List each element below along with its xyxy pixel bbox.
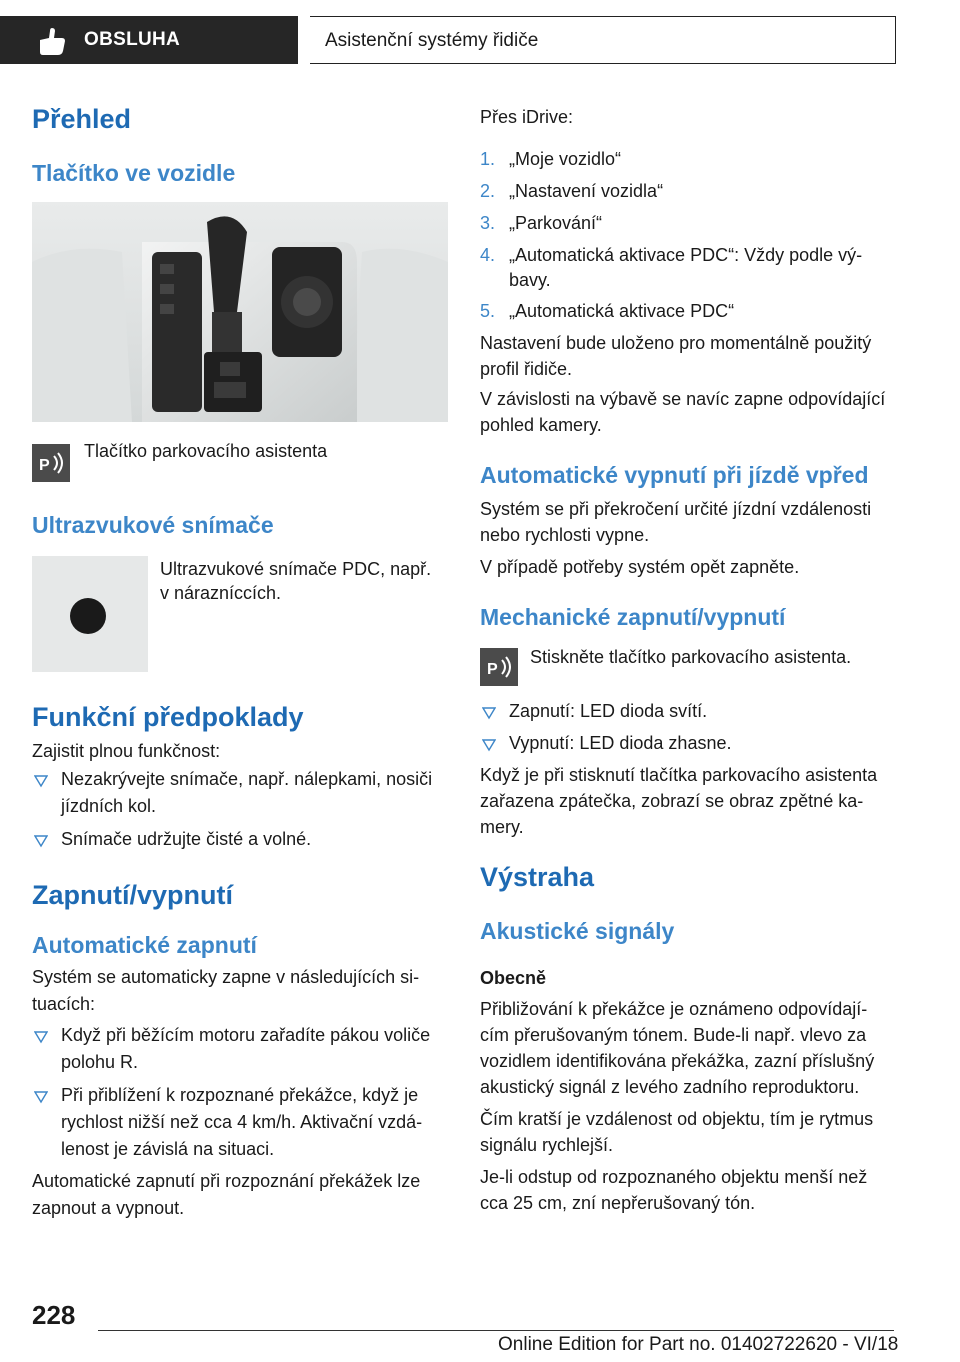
auto-bullet-1-line-1: Když při běžícím motoru zařadíte pákou voliče <box>61 1025 431 1045</box>
auto-bullet-2-line-2: rychlost nižší než cca 4 km/h. Aktivační vzdá- <box>61 1112 423 1132</box>
obecne3-line-2: cca 25 cm, zní nepřerušovaný tón. <box>480 1193 756 1213</box>
svg-text:P: P <box>39 457 50 474</box>
parking-assist-button-icon <box>32 444 70 482</box>
icon-caption: Tlačítko parkovacího asistenta <box>84 441 328 461</box>
footer-rule <box>98 1330 894 1331</box>
parking-assist-button-icon <box>480 648 518 686</box>
bullet-triangle-icon <box>34 774 48 788</box>
obecne2-line-1: Čím kratší je vzdálenost od objektu, tím je rytmus <box>480 1109 874 1129</box>
ultrasonic-sensor-photo <box>32 556 148 672</box>
header-chapter-box <box>310 16 896 64</box>
auto-bullet-1-line-2: polohu R. <box>61 1052 139 1072</box>
ultrazvukove-text-2: v nárazníccích. <box>160 583 282 603</box>
obecne3-line-1: Je-li odstup od rozpoznaného objektu menší než <box>480 1167 868 1187</box>
mech-bullet-1: Zapnutí: LED dioda svítí. <box>509 701 708 721</box>
heading-akusticke-signaly: Akustické signály <box>480 918 675 944</box>
heading-automaticke-vypnuti: Automatické vypnutí při jízdě vpřed <box>480 462 869 488</box>
heading-automaticke-zapnuti: Automatické zapnutí <box>32 932 257 958</box>
auto-bullet-2-line-3: lenost je závislá na situaci. <box>61 1139 275 1159</box>
step-5-number: 5. <box>480 301 496 321</box>
step-1-number: 1. <box>480 149 496 169</box>
idrive-intro: Přes iDrive: <box>480 107 574 127</box>
header-section-tab <box>0 16 298 64</box>
footer-edition: Online Edition for Part no. 01402722620 - VI/18 <box>498 1334 899 1355</box>
auto-end-line-2: zapnout a vypnout. <box>32 1198 185 1218</box>
chapter-title: Asistenční systémy řidiče <box>325 30 539 51</box>
camera-line-2: pohled kamery. <box>480 415 602 435</box>
reverse-line-3: mery. <box>480 817 524 837</box>
obecne-line-4: akustický signál z levého zadního reproduktoru. <box>480 1077 860 1097</box>
vyp-line-3: V případě potřeby systém opět zapněte. <box>480 557 800 577</box>
obecne2-line-2: signálu rychlejší. <box>480 1135 614 1155</box>
section-title: OBSLUHA <box>84 29 181 50</box>
step-2-text: „Nastavení vozidla“ <box>509 181 664 201</box>
reverse-line-2: zařazena zpátečka, zobrazí se obraz zpětné ka- <box>480 791 864 811</box>
funkcni-intro: Zajistit plnou funkčnost: <box>32 741 221 761</box>
auto-intro-line-2: tuacích: <box>32 994 96 1014</box>
saved-line-2: profil řidiče. <box>480 359 573 379</box>
step-4-number: 4. <box>480 245 496 265</box>
step-1-text: „Moje vozidlo“ <box>509 149 622 169</box>
mech-bullet-2: Vypnutí: LED dioda zhasne. <box>509 733 732 753</box>
heading-zapnuti-vypnuti: Zapnutí/vypnutí <box>32 880 233 910</box>
heading-funkcni-predpoklady: Funkční předpoklady <box>32 702 304 732</box>
step-4-text-cont: bavy. <box>509 270 551 290</box>
obecne-line-2: cím přerušovaným tónem. Bude-li např. vlevo za <box>480 1025 867 1045</box>
bullet-triangle-icon <box>34 1090 48 1104</box>
vyp-line-1: Systém se při překročení určité jízdní vzdálenosti <box>480 499 872 519</box>
step-3-number: 3. <box>480 213 496 233</box>
reverse-line-1: Když je při stisknutí tlačítka parkovacího asistenta <box>480 765 878 785</box>
svg-text:P: P <box>487 661 498 678</box>
page-number: 228 <box>32 1300 76 1330</box>
bullet-triangle-icon <box>34 1030 48 1044</box>
auto-bullet-2-line-1: Při přiblížení k rozpoznané překážce, když je <box>61 1085 419 1105</box>
heading-tlacitko: Tlačítko ve vozidle <box>32 160 236 186</box>
ultrazvukove-text-1: Ultrazvukové snímače PDC, např. <box>160 559 432 579</box>
step-2-number: 2. <box>480 181 496 201</box>
obecne-line-3: vozidlem identifikována překážka, zazní příslušný <box>480 1051 875 1071</box>
heading-ultrazvukove: Ultrazvukové snímače <box>32 512 274 538</box>
camera-line-1: V závislosti na výbavě se navíc zapne odpovídající <box>480 389 886 409</box>
saved-line-1: Nastavení bude uloženo pro momentálně použitý <box>480 333 872 353</box>
bullet-triangle-icon <box>34 834 48 848</box>
bullet-triangle-icon <box>482 706 496 720</box>
heading-vystraha: Výstraha <box>480 862 595 892</box>
center-console-photo <box>32 202 448 422</box>
step-5-text: „Automatická aktivace PDC“ <box>509 301 735 321</box>
funkcni-bullet-2: Snímače udržujte čisté a volné. <box>61 829 312 849</box>
funkcni-bullet-1-line-1: Nezakrývejte snímače, např. nálepkami, nosiči <box>61 769 433 789</box>
funkcni-bullet-1-line-2: jízdních kol. <box>61 796 157 816</box>
bullet-triangle-icon <box>482 738 496 752</box>
heading-mechanicke: Mechanické zapnutí/vypnutí <box>480 604 786 630</box>
obecne-line-1: Přibližování k překážce je oznámeno odpovídají- <box>480 999 868 1019</box>
vyp-line-2: nebo rychlosti vypne. <box>480 525 650 545</box>
auto-intro-line-1: Systém se automaticky zapne v následujících si- <box>32 967 420 987</box>
heading-obecne: Obecně <box>480 968 547 988</box>
mech-text: Stiskněte tlačítko parkovacího asistenta. <box>530 647 852 667</box>
step-3-text: „Parkování“ <box>509 213 603 233</box>
step-4-text: „Automatická aktivace PDC“: Vždy podle vý- <box>509 245 863 265</box>
hand-pointer-icon <box>34 26 70 56</box>
auto-end-line-1: Automatické zapnutí při rozpoznání překážek lze <box>32 1171 421 1191</box>
heading-prehled: Přehled <box>32 104 132 134</box>
